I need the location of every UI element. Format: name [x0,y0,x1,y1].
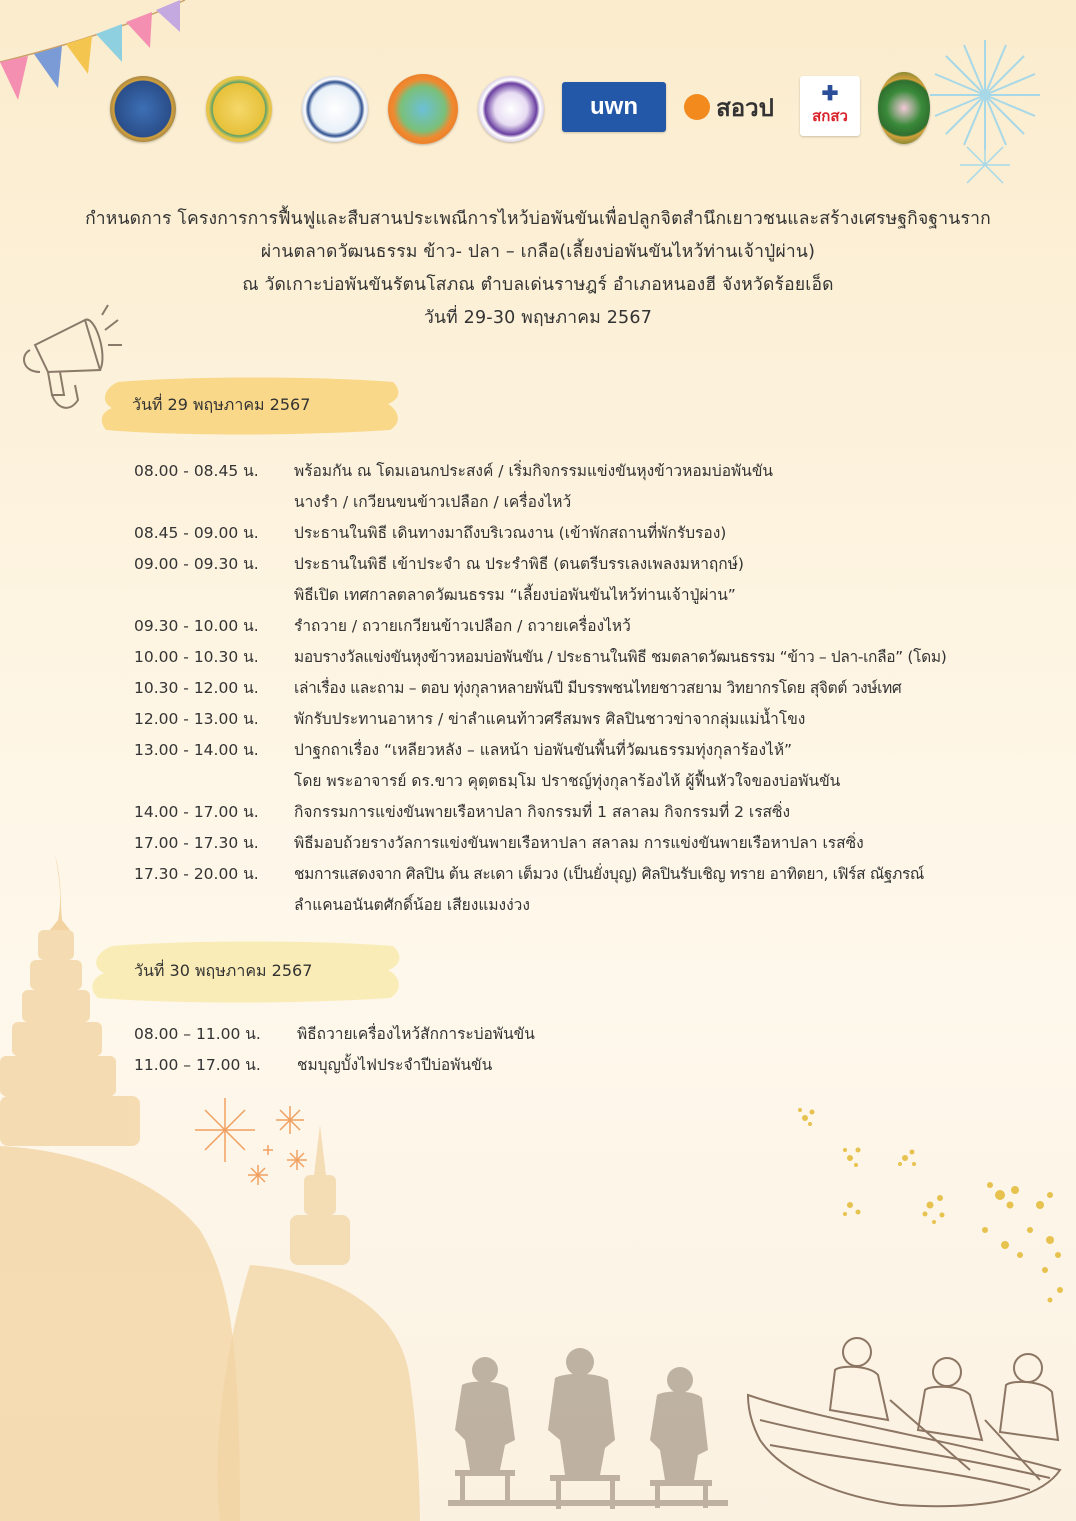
musicians-illustration [448,1348,728,1509]
gold-dots-decoration [798,1108,1063,1303]
header-title-line2: ผ่านตลาดวัฒนธรรม ข้าว- ปลา – เกลือ(เลี้ยงบ่อพันขันไหว้ท่านเจ้าปู่ผ่าน) [260,242,816,262]
schedule-activity: โดย พระอาจารย์ ดร.ขาว คุตฺตธมฺโม ปราชญ์ทุ่งกุลาร้องไห้ ผู้ฟื้นหัวใจของบ่อพันขัน [294,772,841,790]
schedule-row [134,890,1054,921]
schedule-activity: ปาฐกถาเรื่อง “เหลียวหลัง – แลหน้า บ่อพันขันพื้นที่วัฒนธรรมทุ่งกุลาร้องไห้” [294,741,793,759]
header-date: วันที่ 29-30 พฤษภาคม 2567 [423,308,653,328]
schedule-activity: ลำแคนอนันตศักดิ์น้อย เสียงแมงง่วง [294,896,530,914]
schedule-row [134,518,1054,549]
schedule-row [134,549,1054,580]
schedule-row [134,642,1054,673]
schedule-activity: ประธานในพิธี เข้าประจำ ณ ประรำพิธี (ดนตรีบรรเลงเพลงมหาฤกษ์) [294,555,744,573]
schedule-time: 10.30 - 12.00 น. [134,679,259,697]
schedule-time: 14.00 - 17.00 น. [134,803,259,821]
small-pagoda-illustration [217,1125,420,1521]
schedule-activity: นางรำ / เกวียนขนข้าวเปลือก / เครื่องไหว้ [294,493,572,511]
schedule-row [134,487,1054,518]
schedule-time: 10.00 - 10.30 น. [134,648,259,666]
schedule-row [134,766,1054,797]
schedule-row [134,1050,834,1081]
logo-purple-seal [478,76,544,142]
schedule-time: 11.00 – 17.00 น. [134,1056,261,1074]
schedule-time: 09.00 - 09.30 น. [134,555,259,573]
boat-illustration [748,1338,1060,1506]
schedule-activity: พิธีเปิด เทศกาลตลาดวัฒนธรรม “เลี้ยงบ่อพันขันไหว้ท่านเจ้าปู่ผ่าน” [294,586,736,604]
schedule-row [134,456,1054,487]
schedule-row [134,797,1054,828]
schedule-time: 17.30 - 20.00 น. [134,865,259,883]
schedule-activity: พร้อมกัน ณ โดมเอนกประสงค์ / เริ่มกิจกรรมแข่งขันหุงข้าวหอมบ่อพันขัน [294,462,774,480]
firework-decoration [930,40,1040,183]
schedule-row [134,673,1054,704]
schedule-row [134,735,1054,766]
logo-district-seal [302,76,368,142]
event-header [20,203,1056,335]
schedule-time: 13.00 - 14.00 น. [134,741,259,759]
schedule-activity: พิธีมอบถ้วยรางวัลการแข่งขันพายเรือหาปลา สลาลม การแข่งขันพายเรือหาปลา เรสซิ่ง [294,834,864,852]
day2-schedule [134,1019,834,1081]
schedule-time: 08.45 - 09.00 น. [134,524,259,542]
schedule-row [134,580,1054,611]
schedule-row [134,1019,834,1050]
schedule-time: 08.00 – 11.00 น. [134,1025,261,1043]
schedule-activity: พิธีถวายเครื่องไหว้สักการะบ่อพันขัน [297,1025,535,1043]
day2-label: วันที่ 30 พฤษภาคม 2567 [134,961,313,980]
logo-row [100,62,940,152]
logo-orange-seal [388,74,458,144]
schedule-time: 17.00 - 17.30 น. [134,834,259,852]
logo-uwn-text: uwn [590,93,638,120]
schedule-time: 12.00 - 13.00 น. [134,710,259,728]
logo-skso-text: สกสว [812,108,848,125]
schedule-activity: เล่าเรื่อง และถาม – ตอบ ทุ่งกุลาหลายพันปี มีบรรพชนไทยชาวสยาม วิทยากรโดย สุจิตต์ วงษ์เทศ [294,679,902,697]
logo-yellow-seal [206,76,272,142]
schedule-activity: ชมการแสดงจาก ศิลปิน ต้น สะเดา เต็มวง (เป็นยั่งบุญ) ศิลปินรับเชิญ ทราย อาทิตยา, เฟิร์ส ณัฐภรณ์ [294,865,924,883]
day1-label: วันที่ 29 พฤษภาคม 2567 [132,395,311,414]
schedule-activity: รำถวาย / ถวายเกวียนข้าวเปลือก / ถวายเครื่องไหว้ [294,617,631,635]
schedule-activity: ชมบุญบั้งไฟประจำปีบ่อพันขัน [297,1056,493,1074]
sparkle-decoration [195,1098,307,1185]
logo-skso: ✚ สกสว [800,76,860,136]
schedule-time: 08.00 - 08.45 น. [134,462,259,480]
header-title-line1: กำหนดการ โครงการการฟื้นฟูและสืบสานประเพณีการไหว้บ่อพันขันเพื่อปลูกจิตสำนึกเยาวชนและสร้างเศรษฐกิจฐานราก [85,209,991,229]
schedule-activity: ประธานในพิธี เดินทางมาถึงบริเวณงาน (เข้าพักสถานที่พักรับรอง) [294,524,727,542]
schedule-activity: พักรับประทานอาหาร / ข่าลำแคนท้าวศรีสมพร ศิลปินชาวข่าจากลุ่มแม่น้ำโขง [294,710,806,728]
day2-banner [88,940,408,1000]
logo-uwn [562,82,666,132]
schedule-row [134,611,1054,642]
logo-temple-seal [110,76,176,142]
logo-sowp [674,82,784,132]
schedule-row [134,859,1054,890]
header-venue: ณ วัดเกาะบ่อพันขันรัตนโสภณ ตำบลเด่นราษฎร์ อำเภอหนองฮี จังหวัดร้อยเอ็ด [242,275,834,295]
day1-schedule [134,456,1054,921]
schedule-row [134,704,1054,735]
day1-banner [98,374,408,434]
schedule-activity: มอบรางวัลแข่งขันหุงข้าวหอมบ่อพันขัน / ประธานในพิธี ชมตลาดวัฒนธรรม “ข้าว – ปลา-เกลือ” (โดม) [294,648,947,666]
logo-university-seal [878,72,930,144]
schedule-time: 09.30 - 10.00 น. [134,617,259,635]
schedule-row [134,828,1054,859]
schedule-activity: กิจกรรมการแข่งขันพายเรือหาปลา กิจกรรมที่ 1 สลาลม กิจกรรมที่ 2 เรสซิ่ง [294,803,791,821]
logo-sowp-text: สอวป [716,94,774,122]
